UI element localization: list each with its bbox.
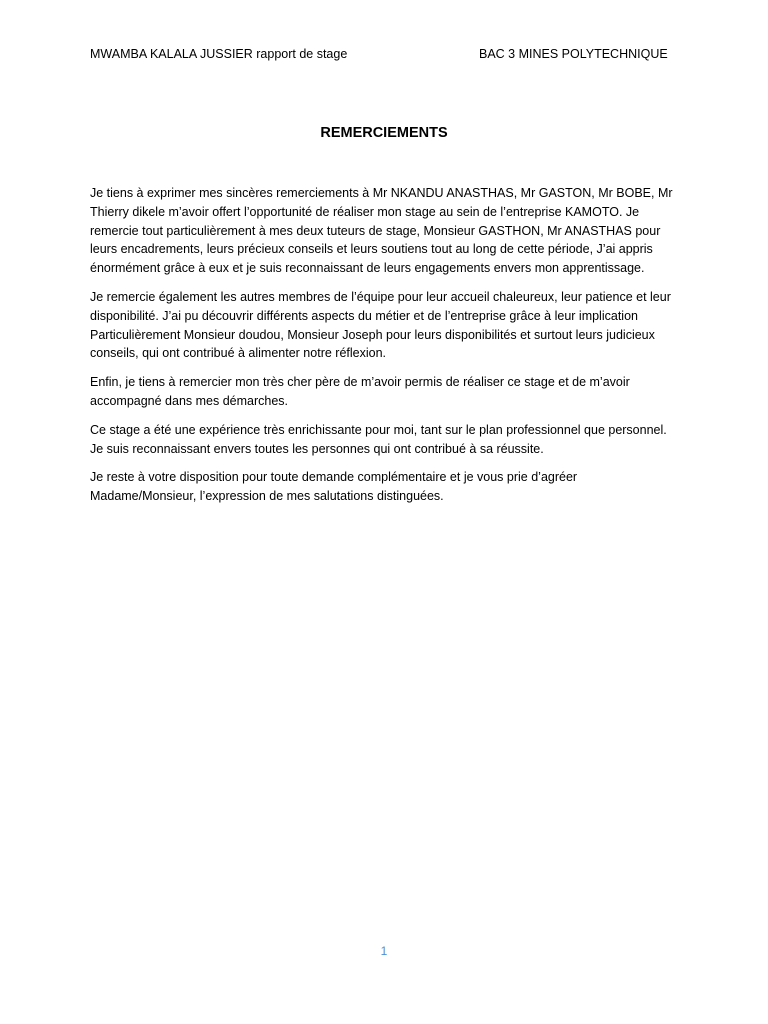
header-program: BAC 3 MINES POLYTECHNIQUE	[479, 47, 668, 61]
paragraph-thanks-father: Enfin, je tiens à remercier mon très cher père de m’avoir permis de réaliser ce stage et de m’avoir accompagné dans mes démarches.	[90, 375, 630, 408]
paragraph-thanks-team: Je remercie également les autres membres de l’équipe pour leur accueil chaleureux, leur patience et leur disponibilité. J’ai pu découvrir différents aspects du métier et de l’entreprise grâce à leur implication Particulièrement Monsieur doudou, Monsieur Joseph pour leurs disponibilités et surtout leurs judicieux conseils, qui ont contribué à alimenter notre réflexion.	[90, 289, 671, 361]
paragraph-experience: Ce stage a été une expérience très enrichissante pour moi, tant sur le plan professionnel que personnel. Je suis reconnaissant envers toutes les personnes qui ont contribué à sa réussite.	[90, 422, 667, 456]
document-body	[90, 184, 680, 516]
paragraph-thanks-tutors: Je tiens à exprimer mes sincères remerciements à Mr NKANDU ANASTHAS, Mr GASTON, Mr BOBE, Mr Thierry dikele m’avoir offert l’opportunité de réaliser mon stage au sein de l’entreprise KAMOTO. Je remercie tout particulièrement à mes deux tuteurs de stage, Monsieur GASTHON, Mr ANASTHAS pour leurs encadrements, leurs précieux conseils et leurs soutiens tout au long de cette période, J’ai appris énormément grâce à eux et je suis reconnaissant de leurs engagements envers mon apprentissage.	[90, 186, 673, 276]
page-title: REMERCIEMENTS	[320, 125, 448, 141]
page-number: 1	[380, 944, 388, 958]
paragraph-closing: Je reste à votre disposition pour toute demande complémentaire et je vous prie d’agréer Madame/Monsieur, l’expression de mes salutations distinguées.	[90, 470, 578, 504]
header-author-title: MWAMBA KALALA JUSSIER rapport de stage	[90, 47, 348, 61]
